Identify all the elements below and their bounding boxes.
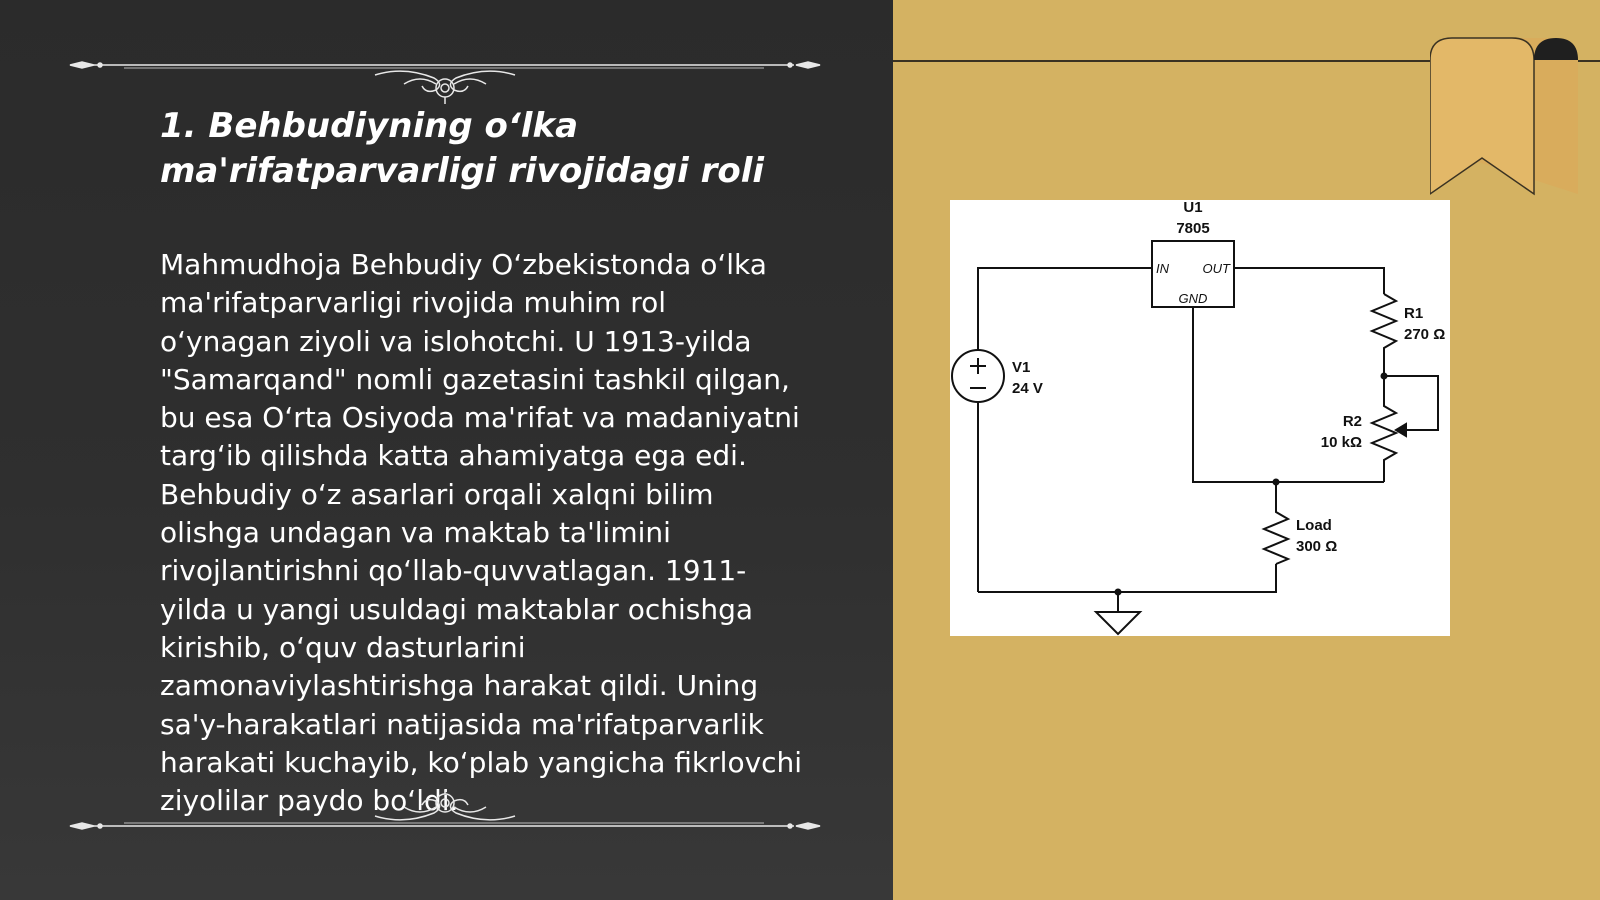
body-line: yilda u yangi usuldagi maktablar ochishga (160, 592, 754, 626)
body-line: Behbudiy o‘z asarlari orqali xalqni bilim (160, 477, 714, 511)
ground-symbol-icon (1096, 612, 1140, 634)
body-line: ziyolilar paydo bo‘ldi. (160, 784, 459, 818)
circuit-diagram (950, 200, 1450, 636)
resistor-r2 (1372, 376, 1396, 482)
body-line: bu esa O‘rta Osiyoda ma'rifat va madaniyatni (160, 401, 800, 435)
body-line: targ‘ib qilishda katta ahamiyatga ega edi. (160, 439, 747, 473)
v1-name-label: V1 (1012, 359, 1031, 376)
body-line: ma'rifatparvarligi rivojida muhim rol (160, 286, 667, 320)
bookmark-ribbon-icon (1430, 34, 1600, 204)
scroll-ornament-icon (64, 790, 826, 850)
load-name-label: Load (1296, 517, 1332, 534)
r2-value-label: 10 kΩ (1320, 434, 1362, 451)
slide-title-line: 1. Behbudiyning o‘lka (160, 106, 579, 146)
body-line: "Samarqand" nomli gazetasini tashkil qilgan, (160, 362, 790, 396)
resistor-load (1264, 482, 1288, 564)
body-line: rivojlantirishni qo‘llab-quvvatlagan. 1911- (160, 554, 747, 588)
voltage-source-v1 (952, 350, 1004, 402)
load-value-label: 300 Ω (1296, 538, 1338, 555)
scroll-ornament-icon (64, 44, 826, 104)
circuit-schematic (950, 200, 1450, 636)
body-line: Mahmudhoja Behbudiy O‘zbekistonda o‘lka (160, 248, 767, 281)
u1-part-label: 7805 (1176, 220, 1210, 237)
body-line: o‘ynagan ziyoli va islohotchi. U 1913-yilda (160, 324, 752, 358)
r2-name-label: R2 (1342, 413, 1362, 430)
r1-name-label: R1 (1404, 305, 1424, 322)
body-line: olishga undagan va maktab ta'limini (160, 516, 671, 550)
pin-in-label: IN (1156, 261, 1169, 276)
body-line: zamonaviylashtirishga harakat qildi. Uning (160, 669, 759, 703)
r1-value-label: 270 Ω (1404, 326, 1446, 343)
body-line: harakati kuchayib, ko‘plab yangicha fikrlovchi (160, 745, 803, 779)
pin-gnd-label: GND (1178, 291, 1208, 306)
pin-out-label: OUT (1202, 261, 1230, 276)
body-line: kirishib, o‘quv dasturlarini (160, 630, 526, 664)
slide-body-text (160, 246, 850, 820)
slide-title (160, 104, 840, 194)
slide-title-line: ma'rifatparvarligi rivojidagi roli (160, 151, 765, 191)
u1-name-label: U1 (1183, 200, 1203, 216)
resistor-r1 (1372, 294, 1396, 376)
v1-value-label: 24 V (1012, 380, 1043, 397)
body-line: sa'y-harakatlari natijasida ma'rifatparvarlik (160, 707, 764, 741)
